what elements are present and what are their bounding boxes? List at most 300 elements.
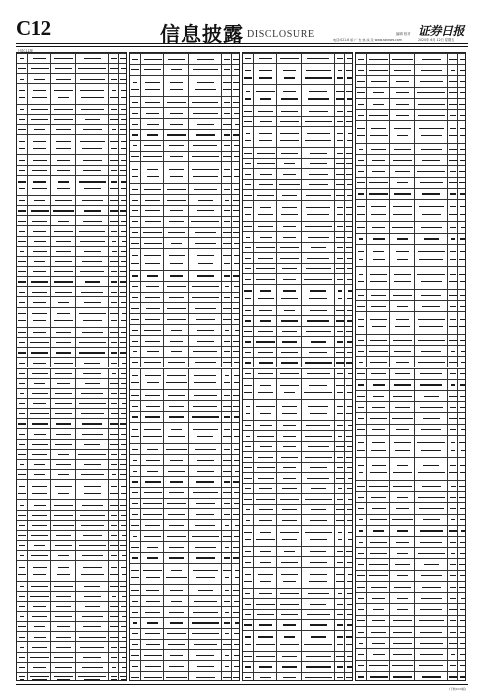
- cell-text: [31, 586, 47, 587]
- cell-text: [144, 59, 162, 60]
- cell-text: [337, 644, 343, 645]
- cell-text: [111, 679, 118, 680]
- table-cell: [344, 159, 353, 168]
- cell-text: [132, 232, 138, 233]
- table-cell: [276, 316, 300, 325]
- cell-text: [234, 492, 239, 493]
- cell-text: [223, 176, 231, 177]
- table-cell: [457, 290, 466, 300]
- table-cell: [253, 505, 276, 514]
- table-cell: [366, 425, 389, 435]
- cell-text: [460, 676, 465, 677]
- table-row: [130, 487, 239, 498]
- cell-text: [132, 124, 138, 125]
- table-cell: [301, 673, 334, 681]
- table-cell: [334, 127, 344, 147]
- cell-text: [223, 677, 231, 678]
- table-cell: [221, 455, 231, 465]
- cell-text: [121, 515, 126, 516]
- cell-text: [460, 553, 466, 554]
- cell-text: [358, 665, 364, 666]
- table-cell: [75, 379, 108, 388]
- cell-text: [449, 609, 456, 610]
- table-cell: [17, 673, 27, 681]
- table-cell: [231, 629, 240, 639]
- table-cell: [27, 632, 50, 641]
- table-row: [130, 161, 239, 183]
- table-cell: [118, 389, 127, 398]
- cell-text: [450, 259, 457, 260]
- table-row: [17, 266, 126, 276]
- cell-text: [256, 604, 275, 605]
- cell-text: [245, 373, 251, 374]
- table-cell: [276, 526, 300, 546]
- table-cell: [334, 358, 344, 367]
- cell-text: [417, 92, 445, 93]
- cell-text: [169, 169, 183, 170]
- cell-text: [84, 679, 100, 680]
- cell-text: [370, 418, 387, 419]
- table-cell: [356, 144, 366, 154]
- table-cell: [17, 105, 27, 114]
- table-cell: [50, 216, 74, 225]
- table-cell: [356, 503, 366, 513]
- cell-text: [371, 373, 385, 374]
- cell-text: [245, 140, 250, 141]
- cell-text: [55, 616, 71, 617]
- cell-text: [424, 238, 439, 239]
- cell-text: [225, 375, 230, 376]
- table-cell: [457, 515, 466, 525]
- table-cell: [75, 460, 108, 469]
- cell-text: [19, 676, 25, 677]
- cell-text: [112, 90, 117, 91]
- table-cell: [188, 455, 221, 465]
- cell-text: [169, 406, 184, 407]
- cell-text: [420, 542, 442, 543]
- cell-text: [421, 135, 442, 136]
- table-cell: [253, 526, 276, 546]
- table-cell: [108, 551, 118, 560]
- cell-text: [145, 102, 160, 103]
- table-cell: [163, 509, 187, 519]
- cell-text: [120, 129, 127, 130]
- table-cell: [17, 176, 27, 195]
- table-cell: [253, 358, 276, 367]
- table-cell: [344, 285, 353, 305]
- cell-text: [33, 574, 46, 575]
- cell-text: [58, 221, 70, 222]
- cell-text: [224, 297, 231, 298]
- cell-text: [282, 509, 297, 510]
- table-cell: [17, 257, 27, 266]
- cell-text: [30, 413, 50, 414]
- table-cell: [276, 599, 300, 608]
- cell-text: [110, 586, 117, 587]
- table-cell: [366, 110, 389, 120]
- table-cell: [253, 285, 276, 305]
- cell-text: [168, 232, 186, 233]
- cell-text: [56, 423, 70, 424]
- table-cell: [301, 369, 334, 378]
- table-row: [17, 73, 126, 83]
- cell-text: [195, 449, 216, 450]
- table-cell: [344, 190, 353, 199]
- cell-text: [18, 423, 26, 424]
- cell-text: [260, 532, 271, 533]
- cell-text: [347, 98, 353, 99]
- table-cell: [108, 237, 118, 246]
- table-cell: [221, 184, 231, 194]
- table-cell: [140, 336, 163, 346]
- table-cell: [17, 632, 27, 641]
- table-row: [356, 98, 465, 109]
- table-cell: [163, 347, 187, 357]
- table-cell: [447, 638, 457, 648]
- table-cell: [389, 267, 413, 288]
- table-cell: [27, 602, 50, 611]
- cell-text: [33, 160, 47, 161]
- table-row: [243, 63, 352, 84]
- cell-text: [132, 134, 138, 135]
- cell-text: [359, 472, 364, 473]
- table-cell: [457, 391, 466, 401]
- cell-text: [170, 263, 183, 264]
- table-row: [356, 368, 465, 379]
- cell-text: [280, 373, 300, 374]
- cell-text: [170, 113, 184, 114]
- table-cell: [356, 548, 366, 558]
- cell-text: [419, 620, 444, 621]
- cell-text: [259, 77, 272, 78]
- table-cell: [17, 419, 27, 428]
- cell-text: [459, 182, 466, 183]
- cell-text: [259, 70, 272, 71]
- table-cell: [221, 650, 231, 660]
- cell-text: [421, 429, 441, 430]
- cell-text: [122, 403, 127, 404]
- cell-text: [259, 488, 273, 489]
- table-cell: [344, 421, 353, 430]
- cell-text: [460, 238, 466, 239]
- table-cell: [163, 271, 187, 281]
- table-cell: [130, 618, 140, 628]
- cell-text: [347, 111, 352, 112]
- cell-text: [19, 444, 24, 445]
- cell-text: [245, 98, 250, 99]
- table-cell: [163, 531, 187, 541]
- table-cell: [118, 460, 127, 469]
- table-row: [356, 289, 465, 300]
- table-cell: [221, 119, 231, 129]
- cell-text: [336, 581, 344, 582]
- cell-text: [80, 271, 104, 272]
- table-cell: [118, 429, 127, 438]
- table-cell: [75, 602, 108, 611]
- table-cell: [366, 290, 389, 300]
- table-cell: [231, 466, 240, 476]
- cell-text: [373, 654, 385, 655]
- cell-text: [449, 104, 456, 105]
- table-cell: [130, 390, 140, 400]
- cell-text: [369, 182, 388, 183]
- cell-text: [310, 310, 328, 311]
- cell-text: [225, 200, 230, 201]
- cell-text: [83, 129, 102, 130]
- table-row: [130, 368, 239, 390]
- cell-text: [346, 247, 353, 248]
- table-row: [130, 357, 239, 368]
- cell-text: [31, 352, 49, 353]
- cell-text: [449, 281, 457, 282]
- cell-text: [373, 530, 384, 531]
- table-cell: [276, 431, 300, 440]
- table-cell: [118, 480, 127, 499]
- cell-text: [85, 606, 101, 607]
- table-row: [243, 126, 352, 147]
- cell-text: [111, 454, 117, 455]
- cell-text: [421, 598, 442, 599]
- cell-text: [451, 442, 456, 443]
- table-cell: [17, 531, 27, 540]
- table-cell: [118, 125, 127, 134]
- cell-text: [32, 221, 47, 222]
- table-cell: [27, 226, 50, 235]
- cell-text: [145, 416, 159, 417]
- cell-text: [31, 281, 48, 282]
- cell-text: [308, 593, 329, 594]
- cell-text: [133, 460, 138, 461]
- table-cell: [344, 526, 353, 546]
- table-row: [243, 441, 352, 451]
- table-cell: [50, 196, 74, 205]
- table-cell: [140, 65, 163, 75]
- table-cell: [50, 308, 74, 327]
- table-row: [17, 327, 126, 337]
- table-row: [130, 628, 239, 639]
- cell-text: [460, 295, 466, 296]
- table-cell: [457, 155, 466, 165]
- cell-text: [308, 237, 330, 238]
- cell-text: [193, 492, 218, 493]
- cell-text: [147, 471, 158, 472]
- table-cell: [344, 222, 353, 231]
- cell-text: [55, 68, 73, 69]
- table-cell: [75, 135, 108, 154]
- editor-credits: 编辑 校对: [396, 32, 411, 36]
- cell-text: [196, 319, 215, 320]
- cell-text: [194, 601, 217, 602]
- cell-text: [195, 243, 216, 244]
- table-cell: [457, 425, 466, 435]
- table-row: [17, 215, 126, 225]
- table-cell: [366, 312, 389, 333]
- table-cell: [276, 169, 300, 178]
- cell-text: [336, 98, 343, 99]
- table-cell: [301, 442, 334, 451]
- cell-text: [337, 614, 343, 615]
- table-cell: [17, 64, 27, 73]
- table-cell: [243, 400, 253, 420]
- table-cell: [356, 458, 366, 479]
- table-cell: [334, 610, 344, 619]
- cell-text: [336, 352, 344, 353]
- table-cell: [231, 206, 240, 216]
- table-cell: [163, 206, 187, 216]
- cell-text: [420, 81, 443, 82]
- table-cell: [389, 290, 413, 300]
- cell-text: [234, 145, 241, 146]
- table-cell: [344, 327, 353, 336]
- cell-text: [347, 581, 353, 582]
- table-cell: [221, 477, 231, 487]
- table-cell: [130, 542, 140, 552]
- cell-text: [55, 413, 71, 414]
- cell-text: [171, 570, 183, 571]
- cell-text: [309, 174, 328, 175]
- table-cell: [17, 389, 27, 398]
- table-cell: [414, 234, 447, 244]
- cell-text: [337, 677, 344, 678]
- cell-text: [122, 535, 127, 536]
- table-cell: [414, 672, 447, 681]
- table-cell: [447, 413, 457, 423]
- table-cell: [414, 627, 447, 637]
- cell-text: [131, 655, 139, 656]
- table-cell: [243, 85, 253, 105]
- cell-text: [393, 472, 413, 473]
- cell-text: [459, 171, 466, 172]
- table-cell: [221, 249, 231, 270]
- cell-text: [78, 454, 106, 455]
- table-cell: [108, 328, 118, 337]
- table-cell: [140, 358, 163, 368]
- table-cell: [27, 196, 50, 205]
- table-cell: [447, 166, 457, 176]
- table-cell: [163, 423, 187, 444]
- table-cell: [75, 642, 108, 651]
- cell-text: [18, 332, 26, 333]
- cell-text: [82, 261, 102, 262]
- cell-text: [305, 677, 331, 678]
- table-cell: [108, 592, 118, 601]
- table-cell: [118, 551, 127, 560]
- cell-text: [224, 601, 229, 602]
- cell-text: [257, 153, 275, 154]
- table-cell: [366, 672, 389, 681]
- cell-text: [304, 392, 332, 393]
- cell-text: [449, 340, 457, 341]
- table-row: [356, 154, 465, 165]
- table-cell: [276, 348, 300, 357]
- table-cell: [17, 135, 27, 154]
- table-cell: [231, 336, 240, 346]
- table-cell: [27, 166, 50, 175]
- table-row: [130, 563, 239, 585]
- table-cell: [188, 553, 221, 563]
- table-row: [356, 592, 465, 603]
- table-cell: [188, 228, 221, 238]
- table-cell: [27, 511, 50, 520]
- table-cell: [231, 401, 240, 411]
- table-cell: [108, 521, 118, 530]
- cell-text: [284, 163, 295, 164]
- table-cell: [140, 217, 163, 227]
- table-cell: [276, 306, 300, 315]
- cell-text: [311, 509, 326, 510]
- table-cell: [356, 200, 366, 221]
- cell-text: [359, 542, 364, 543]
- table-cell: [231, 119, 240, 129]
- cell-text: [19, 637, 24, 638]
- cell-text: [372, 598, 385, 599]
- cell-text: [358, 564, 363, 565]
- table-row: [243, 504, 352, 514]
- cell-text: [421, 227, 442, 228]
- cell-text: [132, 492, 137, 493]
- table-row: [356, 603, 465, 614]
- cell-text: [256, 539, 275, 540]
- cell-text: [283, 467, 297, 468]
- table-cell: [457, 144, 466, 154]
- cell-text: [394, 281, 410, 282]
- cell-text: [146, 460, 160, 461]
- cell-text: [459, 587, 466, 588]
- cell-text: [170, 590, 182, 591]
- table-cell: [118, 582, 127, 591]
- table-cell: [253, 442, 276, 451]
- cell-text: [347, 467, 353, 468]
- table-cell: [447, 380, 457, 390]
- table-cell: [276, 463, 300, 472]
- table-cell: [118, 64, 127, 73]
- cell-text: [224, 189, 229, 190]
- cell-text: [33, 302, 46, 303]
- table-cell: [253, 431, 276, 440]
- cell-text: [282, 195, 298, 196]
- table-row: [356, 64, 465, 75]
- table-row: [356, 334, 465, 345]
- table-row: [17, 611, 126, 621]
- table-cell: [140, 119, 163, 129]
- table-row: [17, 205, 126, 215]
- table-cell: [108, 399, 118, 408]
- table-cell: [356, 222, 366, 232]
- table-cell: [344, 568, 353, 588]
- table-cell: [243, 610, 253, 619]
- cell-text: [259, 140, 272, 141]
- cell-text: [56, 129, 71, 130]
- table-cell: [27, 673, 50, 681]
- table-cell: [108, 632, 118, 641]
- cell-text: [132, 644, 138, 645]
- cell-text: [82, 667, 103, 668]
- cell-text: [224, 449, 230, 450]
- disclosure-table-area: [16, 52, 468, 681]
- cell-text: [460, 135, 466, 136]
- table-cell: [140, 412, 163, 422]
- cell-text: [223, 232, 230, 233]
- cell-text: [145, 395, 160, 396]
- cell-text: [260, 446, 272, 447]
- cell-text: [417, 274, 445, 275]
- cell-text: [337, 392, 343, 393]
- table-cell: [344, 64, 353, 84]
- table-cell: [163, 477, 187, 487]
- table-cell: [344, 106, 353, 115]
- table-cell: [366, 369, 389, 379]
- cell-text: [417, 442, 445, 443]
